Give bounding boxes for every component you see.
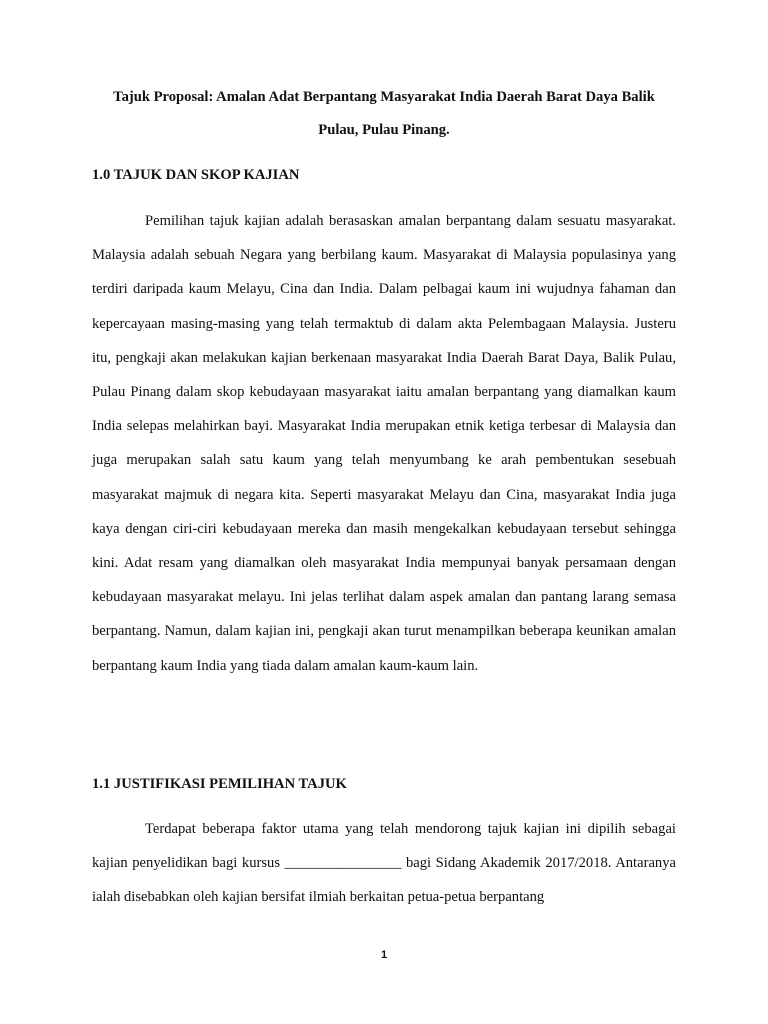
section-paragraph-tajuk-dan-skop: Pemilihan tajuk kajian adalah berasaskan amalan berpantang dalam sesuatu masyarakat. Malaysia adalah sebuah Negara yang berbilang kaum. Masyarakat di Malaysia populasinya yang terdiri daripada kaum Melayu, Cina dan India. Dalam pelbagai kaum ini wujudnya fahaman dan kepercayaan masing-masing yang telah termaktub di dalam akta Pelembagaan Malaysia. Justeru itu, pengkaji akan melakukan kajian berkenaan masyarakat India Daerah Barat Daya, Balik Pulau, Pulau Pinang dalam skop kebudayaan masyarakat iaitu amalan berpantang yang diamalkan kaum India selepas melahirkan bayi. Masyarakat India merupakan etnik ketiga terbesar di Malaysia dan juga merupakan salah satu kaum yang telah menyumbang ke arah pembentukan sesebuah masyarakat majmuk di negara kita. Seperti masyarakat Melayu dan Cina, masyarakat India juga kaya dengan ciri-ciri kebudayaan mereka dan masih mengekalkan kebudayaan tersebut sehingga kini. Adat resam yang diamalkan oleh masyarakat India mempunyai banyak persamaan dengan kebudayaan masyarakat melayu. Ini jelas terlihat dalam aspek amalan dan pantang larang semasa berpantang. Namun, dalam kajian ini, pengkaji akan turut menampilkan beberapa keunikan amalan berpantang kaum India yang tiada dalam amalan kaum-kaum lain. (92, 213, 676, 674)
section-heading-tajuk-dan-skop: 1.0 TAJUK DAN SKOP KAJIAN (92, 167, 300, 183)
section-paragraph-justifikasi: Terdapat beberapa faktor utama yang telah mendorong tajuk kajian ini dipilih sebagai kajian penyelidikan bagi kursus ________________ bagi Sidang Akademik 2017/2018. Antaranya ialah disebabkan oleh kajian bersifat ilmiah berkaitan petua-petua berpantang (92, 821, 676, 906)
section-heading-justifikasi: 1.1 JUSTIFIKASI PEMILIHAN TAJUK (92, 776, 347, 792)
document-title-line-1: Tajuk Proposal: Amalan Adat Berpantang Masyarakat India Daerah Barat Daya Balik (113, 89, 655, 105)
document-title-line-2: Pulau, Pulau Pinang. (318, 122, 450, 138)
page-number: 1 (380, 949, 388, 961)
